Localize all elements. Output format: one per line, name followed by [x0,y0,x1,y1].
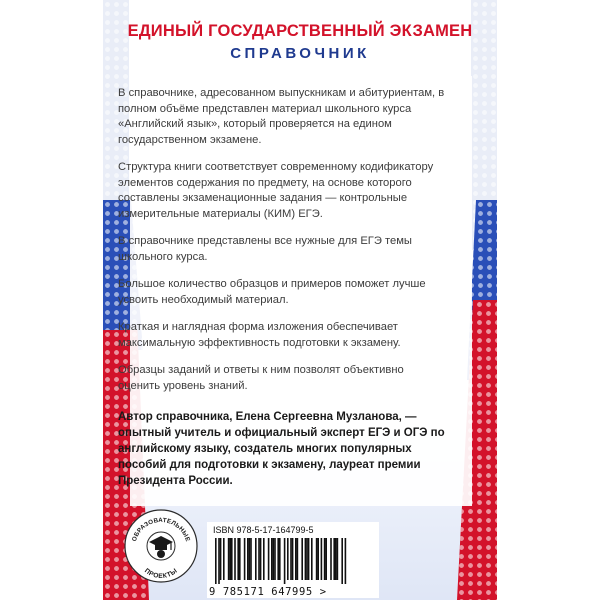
barcode-digits: 9 785171 647995 > [209,586,327,598]
barcode-bar [284,538,286,584]
barcode-bar [279,538,281,580]
barcode-bar [263,538,265,580]
description-paragraph: Образцы заданий и ответы к ним позволят объективно оценить уровень знаний. [118,364,404,392]
barcode-bar [223,538,225,580]
book-back-cover [103,0,497,600]
barcode-bar [297,538,299,580]
barcode-bar [234,538,236,580]
barcode-bar [229,538,231,580]
description-paragraph: Краткая и наглядная форма изложения обеспечивает максимальную эффективность подготовки к экзамену. [118,321,401,349]
barcode-bar [311,538,313,580]
barcode-bar [258,538,260,580]
barcode-bar [345,538,347,584]
barcode-bar [305,538,307,580]
barcode-bar [271,538,273,580]
barcode-bar [274,538,276,580]
barcode-bar [244,538,246,580]
badge-label-top: ОБРАЗОВАТЕЛЬНЫЕ [130,516,192,543]
barcode-bar [325,538,327,580]
barcode-bar [231,538,233,580]
barcode-bar [249,538,251,580]
barcode-bar [277,538,279,580]
barcode-bar [341,538,343,584]
barcode-bar [260,538,262,580]
book-type-title: СПРАВОЧНИК [230,45,370,62]
barcode-bar [273,538,275,580]
barcode-bar [220,538,222,580]
barcode-bar [337,538,339,580]
author-info: Автор справочника, Елена Сергеевна Музланова, — опытный учитель и официальный эксперт ЕГЭ и ОГЭ по английскому языку, создатель многих популярных пособий для подготовки к экзамену, лауреат премии Президента России. [118,411,445,487]
barcode-bar [308,538,310,580]
barcode-bar [287,538,289,580]
barcode-bar [250,538,252,580]
barcode-image [213,538,363,584]
barcode-bar [321,538,323,580]
barcode-bar [237,538,239,580]
barcode-bar [228,538,230,580]
barcode-bar [239,538,241,580]
barcode-bar [295,538,297,580]
isbn-number: ISBN 978-5-17-164799-5 [213,525,314,535]
description-paragraph: В справочнике, адресованном выпускникам и абитуриентам, в полном объёме представлен материал школьного курса «Английский язык», который проверяется на едином государственном экзамене. [118,87,445,146]
barcode-bar [317,538,319,580]
barcode-bar [247,538,249,580]
barcode-bar [335,538,337,580]
barcode-bar [268,538,270,580]
barcode-bar [290,538,292,580]
barcode-bar [316,538,318,580]
barcode-bar [292,538,294,580]
barcode-bar [333,538,335,580]
cover-header [120,22,480,62]
barcode-bar [330,538,332,580]
educational-projects-badge [123,508,199,584]
description-paragraph: В справочнике представлены все нужные для ЕГЭ темы школьного курса. [118,235,412,263]
barcode-bar [306,538,308,580]
barcode-bar [301,538,303,580]
barcode-bar [215,538,217,584]
barcode-bar [218,538,220,584]
badge-label-bottom: ПРОЕКТЫ [142,567,180,581]
series-title: ЕДИНЫЙ ГОСУДАРСТВЕННЫЙ ЭКЗАМЕН [127,22,473,40]
description-block [118,86,448,406]
isbn-barcode-box [207,522,379,598]
barcode-bar [255,538,257,580]
barcode-bar [324,538,326,580]
description-paragraph: Большое количество образцов и примеров поможет лучше усвоить необходимый материал. [118,278,426,306]
description-paragraph: Структура книги соответствует современному кодификатору элементов содержания по предмету, на основе которого составлены экзаменационные задания — контрольные измерительные материалы (КИМ) ЕГЭ. [118,161,434,220]
